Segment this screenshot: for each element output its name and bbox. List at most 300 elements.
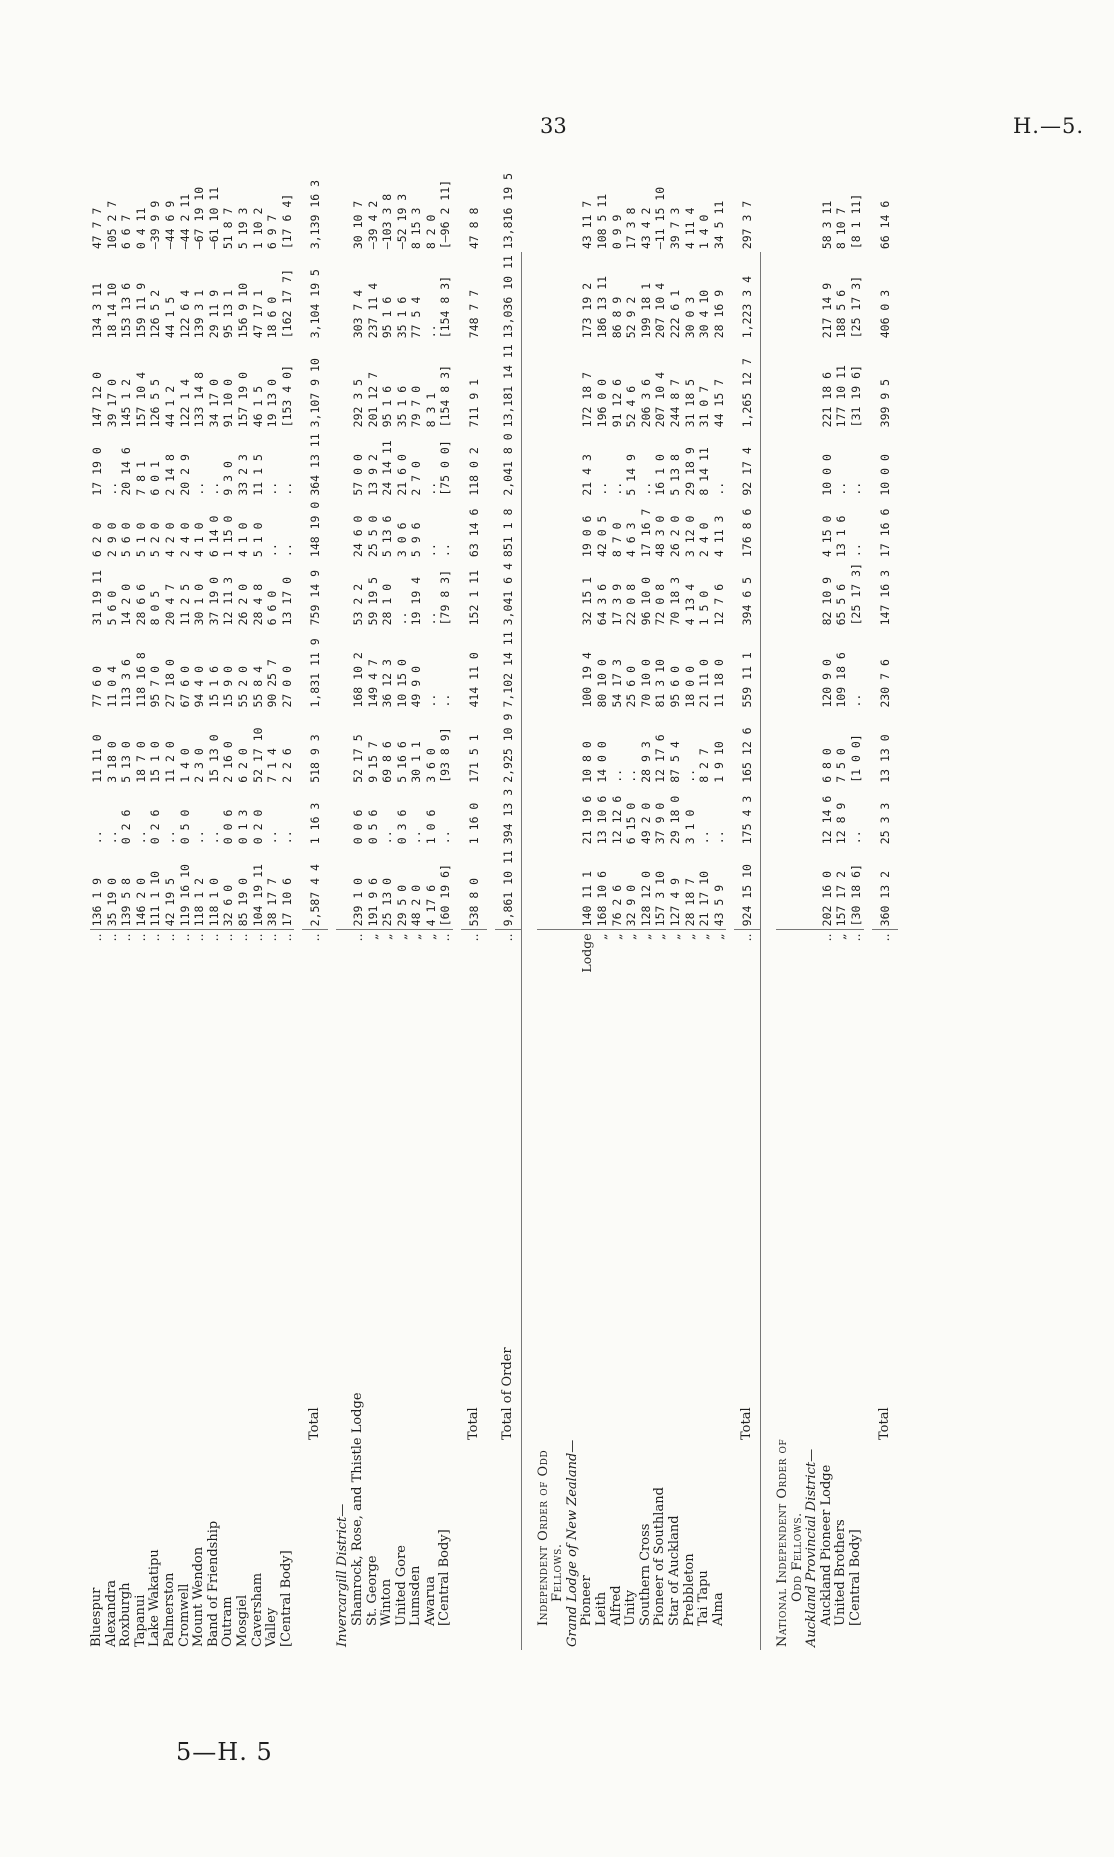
cell-col-5: 64 3 6 xyxy=(595,583,610,626)
cell-col-6 xyxy=(537,499,552,560)
cell-col-3: 15 13 0 xyxy=(206,734,221,783)
cell-col-5: 53 2 2 xyxy=(350,583,365,626)
cell-col-8 xyxy=(551,341,566,430)
cell-col-3: 5 16 6 xyxy=(394,741,409,783)
cell-col-8: 8 3 1 xyxy=(423,392,438,428)
cell-col-8: 95 1 6 xyxy=(380,385,395,428)
cell-col-4: 100 19 4 xyxy=(580,652,595,708)
cell-col-6: .. xyxy=(265,543,280,558)
leader-cell xyxy=(221,930,236,976)
cell-col-5 xyxy=(776,560,791,628)
cell-col-8 xyxy=(791,341,806,430)
leader-cell xyxy=(834,930,849,976)
section-heading-row xyxy=(336,170,351,1650)
cell-col-5: 82 10 9 xyxy=(819,576,834,626)
cell-col-7 xyxy=(537,430,552,498)
cell-col-5: 65 5 6 xyxy=(834,583,849,626)
cell-col-3: 15 1 0 xyxy=(148,741,163,783)
cell-col-7: 118 0 2 xyxy=(467,447,482,496)
cell-col-5: 28 1 0 xyxy=(380,583,395,626)
leader-cell xyxy=(134,930,149,976)
cell-col-5: 28 6 6 xyxy=(133,583,148,626)
leader-cell xyxy=(712,930,727,976)
cell-col-4: .. xyxy=(423,693,438,708)
leader-cell xyxy=(90,930,105,976)
section-heading-row xyxy=(791,170,806,1650)
cell-col-3 xyxy=(537,711,552,786)
cell-col-7: .. xyxy=(279,481,294,496)
cell-col-8 xyxy=(537,341,552,430)
cell-col-2: 1 16 0 xyxy=(467,802,482,845)
cell-col-2 xyxy=(566,786,581,847)
cell-col-3: 2,925 10 9 xyxy=(501,713,516,783)
leader-dots: .. xyxy=(500,933,516,942)
cell-col-1: 157 3 10 xyxy=(653,847,668,930)
cell-col-4: 80 10 0 xyxy=(595,659,610,708)
cell-col-8: 34 17 0 xyxy=(206,378,221,428)
cell-col-7: .. xyxy=(104,481,119,496)
leader-cell xyxy=(148,930,163,976)
table-row xyxy=(119,170,134,1650)
cell-col-3: 5 13 0 xyxy=(119,741,134,783)
table-row xyxy=(610,170,625,1650)
cell-col-7: 57 0 0 xyxy=(350,454,365,496)
leader-dots: .. xyxy=(249,933,265,942)
row-label: Tapanui xyxy=(132,1594,148,1647)
cell-col-7: 2 7 0 xyxy=(409,461,424,496)
cell-col-7 xyxy=(791,430,806,498)
leader-cell xyxy=(119,930,134,976)
cell-col-7: 11 1 5 xyxy=(250,454,265,496)
cell-col-2: 1 16 3 xyxy=(308,802,323,845)
cell-col-3: 1 9 10 xyxy=(711,741,726,783)
row-label: Star of Auckland xyxy=(667,1515,682,1626)
cell-col-3: 52 17 5 xyxy=(350,734,365,783)
cell-col-4: 25 6 0 xyxy=(624,666,639,708)
row-label: Roxburgh xyxy=(118,1582,134,1647)
cell-col-6: 4 15 0 xyxy=(819,515,834,558)
cell-col-10 xyxy=(551,170,566,252)
cell-col-4: 36 12 3 xyxy=(380,659,395,708)
cell-col-2: 175 4 3 xyxy=(740,795,755,845)
cell-col-10: 1 4 0 xyxy=(697,214,712,250)
cell-col-10: 51 8 7 xyxy=(221,207,236,250)
cell-col-5: 13 17 0 xyxy=(279,576,294,626)
cell-col-9: 28 16 9 xyxy=(711,289,726,339)
cell-col-8: 31 0 7 xyxy=(697,385,712,428)
cell-col-1: 924 15 10 xyxy=(734,847,761,930)
section-heading-row xyxy=(566,170,581,1650)
cell-col-5: 4 13 4 xyxy=(682,583,697,626)
cell-col-7: 2 14 8 xyxy=(162,454,177,496)
cell-col-2 xyxy=(805,786,820,847)
leader-cell xyxy=(192,930,207,976)
cell-col-8: 711 9 1 xyxy=(467,378,482,428)
spacer-row xyxy=(453,170,461,1650)
row-label: National Independent Order of xyxy=(774,1438,790,1647)
cell-col-9 xyxy=(776,252,791,341)
cell-col-7: 17 19 0 xyxy=(90,447,104,496)
cell-col-6: 42 0 5 xyxy=(595,515,610,558)
cell-col-2 xyxy=(537,786,552,847)
cell-col-1: 139 5 8 xyxy=(119,847,134,930)
cell-col-7: .. xyxy=(423,481,438,496)
table-body xyxy=(90,170,898,1650)
row-label: [Central Body] xyxy=(437,1529,453,1626)
leader-cell xyxy=(163,930,178,976)
leader-cell xyxy=(624,930,639,976)
cell-col-10: —39 4 2 xyxy=(365,200,380,250)
row-label: United Brothers xyxy=(833,1519,849,1626)
table-row xyxy=(163,170,178,1650)
cell-col-8: 207 10 4 xyxy=(653,371,668,428)
table-row xyxy=(424,170,439,1650)
row-label: [Central Body] xyxy=(278,1550,294,1647)
cell-col-4: 70 10 0 xyxy=(638,659,653,708)
cell-col-1: 191 9 6 xyxy=(366,847,381,930)
row-label: Alma xyxy=(710,1592,726,1626)
cell-col-6: 2 9 0 xyxy=(104,522,119,558)
cell-col-7: .. xyxy=(192,481,207,496)
cell-col-10 xyxy=(776,170,791,252)
cell-col-9: 237 11 4 xyxy=(365,282,380,339)
cell-col-10 xyxy=(537,170,552,252)
cell-col-4 xyxy=(776,628,791,710)
cell-col-8: [154 8 3] xyxy=(438,365,453,428)
cell-col-10: 58 3 11 xyxy=(819,200,834,250)
leader-dots: „ xyxy=(408,933,424,940)
cell-col-8: 91 12 6 xyxy=(609,378,624,428)
leader-dots: .. xyxy=(466,933,482,942)
cell-col-2: 49 2 0 xyxy=(638,802,653,845)
rotated-table-wrapper xyxy=(90,170,1030,1650)
cell-col-6: 26 2 0 xyxy=(668,515,682,558)
cell-col-9 xyxy=(805,252,820,341)
leader-cell xyxy=(734,930,761,976)
cell-col-9: 153 13 6 xyxy=(119,282,134,339)
cell-col-2: .. xyxy=(133,830,148,845)
row-label: United Gore xyxy=(393,1545,409,1626)
cell-col-2: 13 10 6 xyxy=(595,795,610,845)
table-row xyxy=(148,170,163,1650)
leader-dots: „ xyxy=(696,933,712,940)
cell-col-2: 394 13 3 xyxy=(501,788,516,845)
table-row xyxy=(697,170,712,1650)
cell-col-5: 59 19 5 xyxy=(365,576,380,626)
cell-col-7: 5 14 9 xyxy=(624,454,639,496)
cell-col-8: 35 1 6 xyxy=(394,385,409,428)
leader-cell xyxy=(105,930,120,976)
leader-dots: .. xyxy=(103,933,119,942)
cell-col-2: 0 3 6 xyxy=(394,809,409,845)
leader-cell xyxy=(438,930,453,976)
total-row xyxy=(302,170,328,1650)
cell-col-10 xyxy=(791,170,806,252)
cell-col-6: 4 1 0 xyxy=(192,522,207,558)
cell-col-9: 95 13 1 xyxy=(221,289,236,339)
row-label: Cromwell xyxy=(176,1583,192,1647)
table-row xyxy=(624,170,639,1650)
row-label: Pioneer xyxy=(579,1575,595,1626)
cell-col-1: 48 2 0 xyxy=(409,847,424,930)
leader-dots: Lodge xyxy=(579,933,595,973)
cell-col-8: 172 18 7 xyxy=(580,371,595,428)
cell-col-1 xyxy=(805,847,820,930)
cell-col-4: 120 9 0 xyxy=(819,659,834,708)
cell-col-4 xyxy=(791,628,806,710)
cell-col-1: 42 19 5 xyxy=(163,847,178,930)
cell-col-9: 188 5 6 xyxy=(834,289,849,339)
cell-col-10: [17 6 4] xyxy=(279,193,294,250)
table-row xyxy=(351,170,366,1650)
leader-cell xyxy=(653,930,668,976)
cell-col-2: 37 9 0 xyxy=(653,802,668,845)
page-number: 33 xyxy=(540,114,567,138)
row-label: Lake Wakatipu xyxy=(147,1549,163,1647)
cell-col-2: .. xyxy=(90,830,104,845)
cell-col-10: 30 10 7 xyxy=(350,200,365,250)
cell-col-7: 7 8 1 xyxy=(133,461,148,496)
cell-col-4 xyxy=(805,628,820,710)
table-row xyxy=(221,170,236,1650)
cell-col-5: [25 17 3] xyxy=(848,563,863,626)
cell-col-10: [8 1 11] xyxy=(848,193,863,250)
cell-col-8 xyxy=(336,341,351,430)
cell-col-8: 44 15 7 xyxy=(711,378,726,428)
cell-col-10: 297 3 7 xyxy=(740,200,755,250)
cell-col-10: —44 6 9 xyxy=(162,200,177,250)
row-label: Total xyxy=(307,1407,323,1440)
cell-col-9: 77 5 4 xyxy=(409,296,424,339)
row-label: Odd Fellows. xyxy=(789,1512,805,1602)
cell-col-2: 12 14 6 xyxy=(819,795,834,845)
cell-col-2: .. xyxy=(380,830,395,845)
table-row xyxy=(820,170,835,1650)
row-label: Tai Tapu xyxy=(696,1570,712,1626)
leader-cell xyxy=(424,930,439,976)
cell-col-6: 176 8 6 xyxy=(740,508,755,558)
leader-cell xyxy=(236,930,251,976)
table-row xyxy=(595,170,610,1650)
cell-col-7: 8 14 11 xyxy=(697,447,712,496)
table-row xyxy=(834,170,849,1650)
leader-cell xyxy=(849,930,864,976)
cell-col-8: 126 5 5 xyxy=(148,378,163,428)
table-row xyxy=(849,170,864,1650)
cell-col-3: 18 7 0 xyxy=(133,741,148,783)
leader-dots: „ xyxy=(608,933,624,940)
cell-col-4: 109 18 6 xyxy=(834,652,849,708)
leader-cell xyxy=(380,930,395,976)
table-row xyxy=(395,170,410,1650)
cell-col-5: 20 4 7 xyxy=(162,583,177,626)
spacer-row xyxy=(328,170,336,1650)
leader-cell xyxy=(302,930,328,976)
cell-col-9: 126 5 2 xyxy=(148,289,163,339)
cell-col-1: 360 13 2 xyxy=(872,847,898,930)
cell-col-10: 108 5 11 xyxy=(595,193,610,250)
cell-col-1 xyxy=(537,847,552,930)
cell-col-3 xyxy=(805,711,820,786)
leader-cell xyxy=(495,930,522,976)
cell-col-7: 92 17 4 xyxy=(740,447,755,496)
cell-col-9: 44 1 5 xyxy=(162,296,177,339)
table-row xyxy=(438,170,453,1650)
row-label: Palmerston xyxy=(161,1572,177,1647)
leader-dots: „ xyxy=(594,933,610,940)
leader-cell xyxy=(351,930,366,976)
leader-cell xyxy=(265,930,280,976)
cell-col-1: 21 17 10 xyxy=(697,847,712,930)
row-label: Invercargill District— xyxy=(335,1503,351,1647)
cell-col-9: 30 4 10 xyxy=(697,289,712,339)
leader-dots: „ xyxy=(833,933,849,940)
row-label: Valley xyxy=(264,1607,280,1647)
leader-cell xyxy=(280,930,295,976)
table-row xyxy=(668,170,683,1650)
cell-col-6: 3 0 6 xyxy=(394,522,409,558)
leader-dots: „ xyxy=(652,933,668,940)
cell-col-4: 18 0 0 xyxy=(682,666,697,708)
separator-row xyxy=(522,170,537,1650)
cell-col-4: 149 4 7 xyxy=(365,659,380,708)
page-header xyxy=(540,114,1100,148)
cell-col-8: 196 0 0 xyxy=(595,378,610,428)
cell-col-10: 6 9 7 xyxy=(265,214,280,250)
row-label: Awarua xyxy=(422,1575,438,1626)
cell-col-8: 3,107 9 10 xyxy=(308,358,323,428)
table-row xyxy=(580,170,595,1650)
cell-col-2: .. xyxy=(104,830,119,845)
cell-col-8: 1,265 12 7 xyxy=(740,358,755,428)
cell-col-4: 54 17 3 xyxy=(609,659,624,708)
cell-col-5: 6 6 0 xyxy=(265,590,280,626)
cell-col-9: 134 3 11 xyxy=(90,282,104,339)
cell-col-3: 3 6 0 xyxy=(423,748,438,783)
section-heading-row xyxy=(776,170,791,1650)
cell-col-6 xyxy=(551,499,566,560)
cell-col-9: 3,104 19 5 xyxy=(308,269,323,339)
cell-col-9 xyxy=(336,252,351,341)
cell-col-5: 30 1 0 xyxy=(192,583,207,626)
cell-col-4: 95 6 0 xyxy=(668,666,682,708)
cell-col-9 xyxy=(791,252,806,341)
row-label: Total of Order xyxy=(500,1347,516,1440)
cell-col-2: 1 0 6 xyxy=(423,809,438,845)
cell-col-7: .. xyxy=(595,481,610,496)
cell-col-4: 49 9 0 xyxy=(409,666,424,708)
cell-col-2 xyxy=(336,786,351,847)
row-label: Grand Lodge of New Zealand— xyxy=(564,1439,580,1647)
cell-col-2: .. xyxy=(279,830,294,845)
cell-col-1: 28 18 7 xyxy=(683,847,698,930)
leader-dots: .. xyxy=(191,933,207,942)
cell-col-3: 14 0 0 xyxy=(595,741,610,783)
cell-col-6: 48 3 0 xyxy=(653,515,668,558)
cell-col-4: 7,102 14 11 xyxy=(501,631,516,708)
cell-col-8: 133 14 8 xyxy=(192,371,207,428)
cell-col-1: 127 4 9 xyxy=(668,847,683,930)
cell-col-8: 157 19 0 xyxy=(235,371,250,428)
cell-col-7: 10 0 0 xyxy=(877,454,892,496)
leader-cell xyxy=(566,930,581,976)
cell-col-7: .. xyxy=(609,481,624,496)
cell-col-7 xyxy=(336,430,351,498)
cell-col-10: 39 7 3 xyxy=(668,207,682,250)
cell-col-5 xyxy=(791,560,806,628)
section-heading-row xyxy=(805,170,820,1650)
cell-col-3: .. xyxy=(624,768,639,783)
cell-col-7: 21 4 3 xyxy=(580,454,595,496)
cell-col-4: 414 11 0 xyxy=(467,652,482,708)
cell-col-9: 173 19 2 xyxy=(580,282,595,339)
cell-col-5: 11 2 5 xyxy=(177,583,192,626)
cell-col-10: —103 3 8 xyxy=(380,193,395,250)
cell-col-10: 17 3 8 xyxy=(624,207,639,250)
leader-dots: „ xyxy=(379,933,395,940)
cell-col-1: 4 17 6 xyxy=(424,847,439,930)
cell-col-9: [154 8 3] xyxy=(438,275,453,339)
leader-cell xyxy=(580,930,595,976)
cell-col-1: 168 10 6 xyxy=(595,847,610,930)
cell-col-1: 118 1 0 xyxy=(207,847,222,930)
cell-col-3: 171 5 1 xyxy=(467,734,482,783)
cell-col-6: 6 14 0 xyxy=(206,515,221,558)
cell-col-3: 2 3 0 xyxy=(192,748,207,783)
cell-col-5: 28 4 8 xyxy=(250,583,265,626)
cell-col-2: 0 1 3 xyxy=(235,809,250,845)
cell-col-6: 2 4 0 xyxy=(697,522,712,558)
leader-dots: „ xyxy=(681,933,697,940)
cell-col-7: 33 2 3 xyxy=(235,454,250,496)
cell-col-10: 66 14 6 xyxy=(877,200,892,250)
table-row xyxy=(712,170,727,1650)
cell-col-6 xyxy=(566,499,581,560)
row-label: Band of Friendship xyxy=(205,1520,221,1647)
cell-col-10: —61 10 11 xyxy=(206,186,221,250)
cell-col-10: 1 10 2 xyxy=(250,207,265,250)
cell-col-10: 3,139 16 3 xyxy=(308,179,323,250)
cell-col-2: 12 12 6 xyxy=(609,795,624,845)
cell-col-7: 13 9 2 xyxy=(365,454,380,496)
cell-col-2: 0 2 6 xyxy=(148,809,163,845)
document-reference: H.—5. xyxy=(1012,114,1084,138)
cell-col-7: 9 3 0 xyxy=(221,461,236,496)
cell-col-5: 72 0 8 xyxy=(653,583,668,626)
cell-col-6: 6 2 0 xyxy=(90,522,104,558)
cell-col-3: 7 5 0 xyxy=(834,748,849,783)
cell-col-5: 12 11 3 xyxy=(221,576,236,626)
cell-col-4: 55 8 4 xyxy=(250,666,265,708)
cell-col-2: 6 15 0 xyxy=(624,802,639,845)
leader-cell xyxy=(366,930,381,976)
cell-col-2 xyxy=(791,786,806,847)
cell-col-10: —44 2 11 xyxy=(177,193,192,250)
cell-col-7: 6 0 1 xyxy=(148,461,163,496)
cell-col-3: 2 16 0 xyxy=(221,741,236,783)
cell-col-6 xyxy=(805,499,820,560)
cell-col-3: 13 13 0 xyxy=(877,734,892,783)
cell-col-10: 43 4 2 xyxy=(638,207,653,250)
row-label: Independent Order of Odd xyxy=(535,1449,551,1626)
cell-col-8: 201 12 7 xyxy=(365,371,380,428)
cell-col-8: 52 4 6 xyxy=(624,385,639,428)
cell-col-1: 104 19 11 xyxy=(251,847,266,930)
cell-col-5 xyxy=(566,560,581,628)
cell-col-4: 27 0 0 xyxy=(279,666,294,708)
leader-dots: .. xyxy=(132,933,148,942)
cell-col-7: 20 14 6 xyxy=(119,447,134,496)
